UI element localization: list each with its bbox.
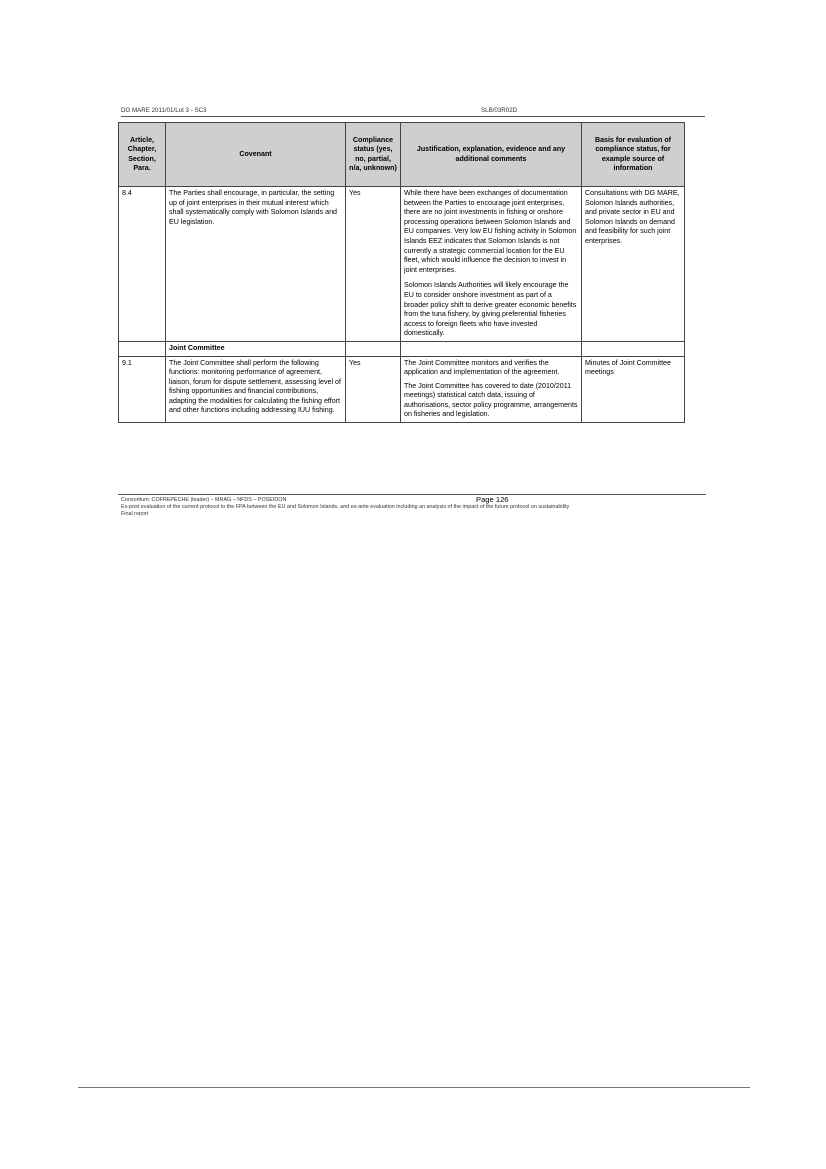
basis-cell: Consultations with DG MARE, Solomon Islands authorities, and private sector in EU and Solomon Islands on demand and feasibility for such joint enterprises. xyxy=(582,187,685,342)
footer-description: Ex-post evaluation of the current protocol to the FPA between the EU and Solomon Islands, and ex-ante evaluation including an analysis of the impact of the future protocol on sustainability xyxy=(121,504,570,510)
footer-report-type: Final report xyxy=(121,511,149,517)
justification-paragraph: While there have been exchanges of documentation between the Parties to encourage joint enterprises, there are no joint investments in fishing or onshore processing operations between Solomon Islands and EU companies. Very low EU fishing activity in Solomon Islands EEZ indicates that Solomon Islands is not currently a strategic commercial location for the EU fleet, which would influence the decision to invest in joint enterprises. xyxy=(404,189,577,274)
covenant-cell: The Parties shall encourage, in particular, the setting up of joint enterprises in their mutual interest which shall systematically comply with Solomon Islands and EU legislation. xyxy=(166,187,346,342)
basis-cell: Minutes of Joint Committee meetings xyxy=(582,356,685,423)
article-cell xyxy=(119,341,166,356)
column-header-status: Compliance status (yes, no, partial, n/a, unknown) xyxy=(346,123,401,187)
status-cell xyxy=(346,341,401,356)
justification-paragraph: The Joint Committee monitors and verifies the application and implementation of the agreement. xyxy=(404,358,560,377)
justification-paragraph: The Joint Committee has covered to date (2010/2011 meetings) statistical catch data, issuing of authorisations, sector policy programme, arrangements on fisheries and legislation. xyxy=(404,381,578,419)
page-header xyxy=(121,107,705,117)
article-cell: 9.1 xyxy=(119,356,166,423)
column-header-basis: Basis for evaluation of compliance status, for example source of information xyxy=(582,123,685,187)
justification-cell xyxy=(401,187,582,342)
column-header-article: Article, Chapter, Section, Para. xyxy=(119,123,166,187)
page-number: Page 126 xyxy=(476,495,509,504)
column-header-covenant: Covenant xyxy=(166,123,346,187)
section-row xyxy=(119,341,685,356)
section-title: Joint Committee xyxy=(166,341,346,356)
header-rule xyxy=(121,116,705,117)
footer-rule xyxy=(118,494,706,495)
justification-cell xyxy=(401,356,582,423)
table-row xyxy=(119,356,685,423)
header-contract-ref: DG MARE 2011/01/Lot 3 - SC3 xyxy=(121,107,207,114)
compliance-table xyxy=(118,122,685,423)
basis-cell xyxy=(582,341,685,356)
article-cell: 8.4 xyxy=(119,187,166,342)
covenant-cell: The Joint Committee shall perform the following functions: monitoring performance of agreement, liaison, forum for dispute settlement, assessing level of fishing opportunities and financial contributions, adapting the modalities for calculating the fishing effort and other functions including addressing IUU fishing. xyxy=(166,356,346,423)
justification-cell xyxy=(401,341,582,356)
justification-paragraph: Solomon Islands Authorities will likely encourage the EU to consider onshore investment as part of a broader policy shift to derive greater economic benefits from the tuna fishery, by giving preferential fisheries access to foreign fleets who have invested domestically. xyxy=(404,281,577,338)
table-row xyxy=(119,187,685,342)
table-header-row xyxy=(119,123,685,187)
bottom-rule xyxy=(78,1087,750,1088)
header-document-ref: SLB/03R02D xyxy=(481,107,518,114)
footer-consortium: Consortium: COFREPECHE (leader) – MRAG – NFDS – POSEIDON xyxy=(121,497,287,503)
column-header-justification: Justification, explanation, evidence and any additional comments xyxy=(401,123,582,187)
status-cell: Yes xyxy=(346,187,401,342)
status-cell: Yes xyxy=(346,356,401,423)
